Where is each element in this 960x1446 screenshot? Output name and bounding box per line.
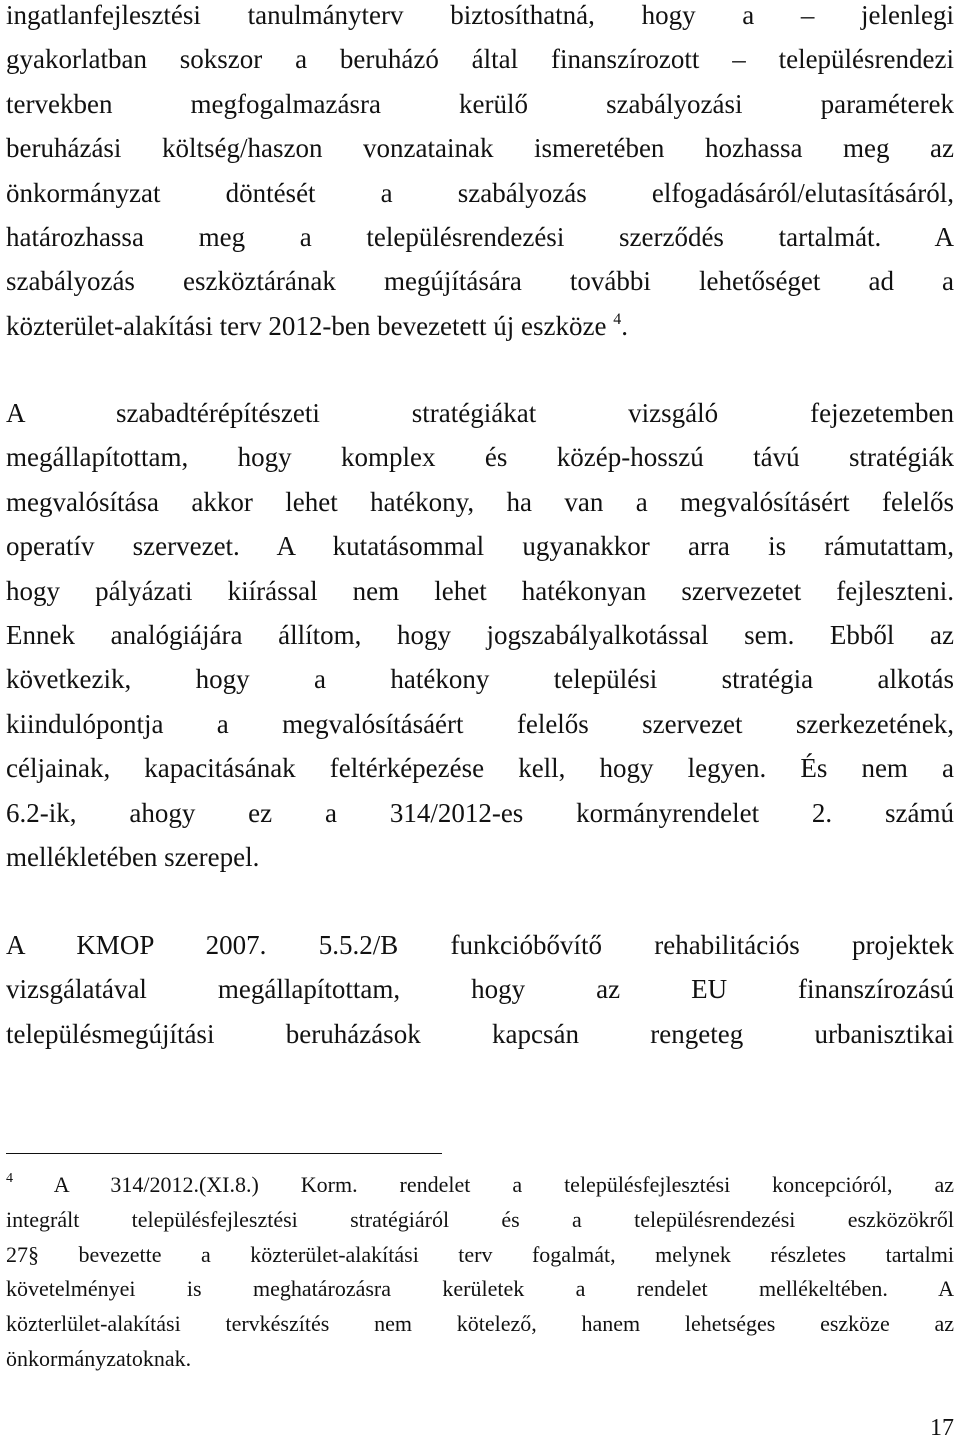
text-line: kiindulópontja a megvalósításáért felelős szervezet szerkezetének,	[6, 708, 954, 739]
paragraph-strategy-findings	[6, 391, 954, 879]
text-line: operatív szervezet. A kutatásommal ugyanakkor arra is rámutattam,	[6, 531, 954, 562]
text-line-content: közterület-alakítási terv 2012-ben bevezetett új eszköze	[6, 310, 607, 341]
text-line: céljainak, kapacitásának feltérképezése kell, hogy legyen. És nem a	[6, 753, 954, 784]
document-page	[6, 0, 954, 1446]
footnote-reference[interactable]: 4	[613, 310, 622, 328]
text-line: önkormányzat döntését a szabályozás elfogadásáról/elutasításáról,	[6, 177, 954, 208]
text-line: Ennek analógiájára állítom, hogy jogszabályalkotással sem. Ebből az	[6, 620, 954, 651]
page-number: 17	[930, 1415, 954, 1441]
text-line: tervekben megfogalmazásra kerülő szabályozási paraméterek	[6, 88, 954, 119]
text-line-last: mellékletében szerepel.	[6, 842, 260, 873]
text-line: 6.2-ik, ahogy ez a 314/2012-es kormányrendelet 2. számú	[6, 797, 954, 828]
text-line: A szabadtérépítészeti stratégiákat vizsgáló fejezetemben	[6, 398, 954, 428]
text-line: megállapítottam, hogy komplex és közép-hosszú távú stratégiák	[6, 442, 954, 473]
paragraph-planning-study	[6, 0, 954, 348]
sentence-end: .	[621, 310, 628, 341]
text-line-last	[6, 304, 954, 348]
text-line: A KMOP 2007. 5.5.2/B funkcióbővítő rehabilitációs projektek	[6, 930, 954, 960]
text-line: beruházási költség/haszon vonzatainak ismeretében hozhassa meg az	[6, 133, 954, 164]
footnote-line-last: önkormányzatoknak.	[6, 1345, 192, 1371]
text-line: szabályozás eszköztárának megújítására további lehetőséget ad a	[6, 266, 954, 297]
footnote-separator	[6, 1153, 442, 1154]
footnote-line: integrált településfejlesztési stratégiáról és a településrendezési eszközökről	[6, 1206, 954, 1232]
text-line: hogy pályázati kiírással nem lehet hatékonyan szervezetet fejleszteni.	[6, 575, 954, 606]
text-line: településmegújítási beruházások kapcsán rengeteg urbanisztikai	[6, 1018, 954, 1049]
footnote	[6, 1168, 954, 1377]
text-line: következik, hogy a hatékony települési stratégia alkotás	[6, 664, 954, 695]
footnote-marker: 4	[6, 1171, 13, 1186]
footnote-line: közterlület-alakítási tervkészítés nem kötelező, hanem lehetséges eszköze az	[6, 1311, 954, 1337]
text-line: határozhassa meg a településrendezési szerződés tartalmát. A	[6, 222, 954, 253]
text-line: megvalósítása akkor lehet hatékony, ha van a megvalósításért felelős	[6, 486, 954, 517]
footnote-line-content: A 314/2012.(XI.8.) Korm. rendelet a településfejlesztési koncepcióról, az	[13, 1172, 954, 1197]
footnote-line-first	[6, 1168, 954, 1203]
footnote-line: követelményei is meghatározásra kerületek a rendelet mellékeltében. A	[6, 1276, 954, 1302]
text-line: gyakorlatban sokszor a beruházó által finanszírozott – településrendezi	[6, 44, 954, 75]
paragraph-kmop-project	[6, 923, 954, 1056]
text-line: ingatlanfejlesztési tanulmányterv biztosíthatná, hogy a – jelenlegi	[6, 0, 954, 30]
footnote-line: 27§ bevezette a közterület-alakítási terv fogalmát, melynek részletes tartalmi	[6, 1241, 954, 1267]
text-line: vizsgálatával megállapítottam, hogy az EU finanszírozású	[6, 974, 954, 1005]
